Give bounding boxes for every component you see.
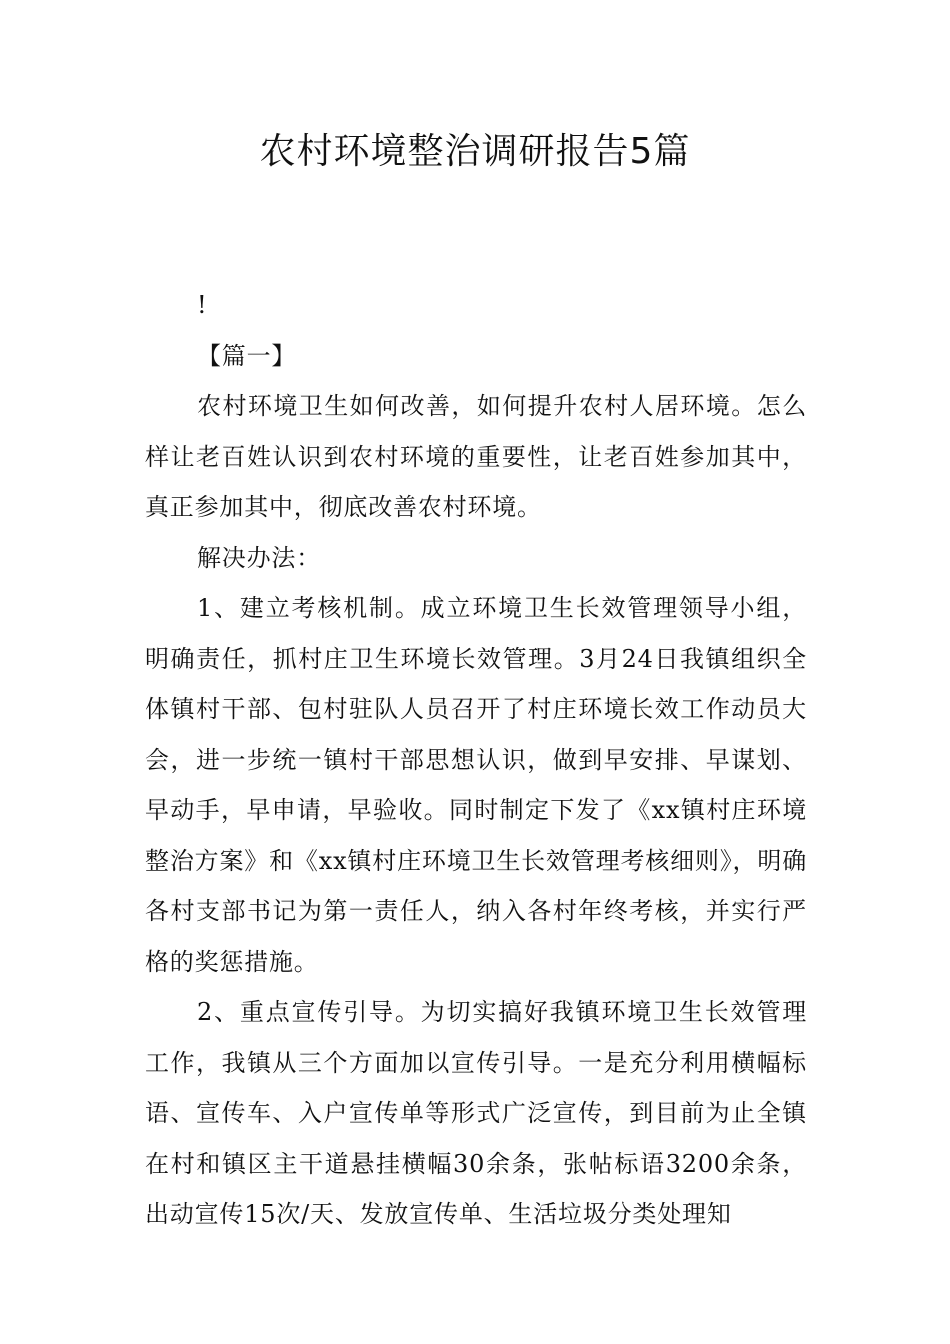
document-title: 农村环境整治调研报告5篇 [259,131,691,172]
paragraph-solutions-heading: 解决办法： [197,543,321,572]
paragraph-item-2: 2、重点宣传引导。为切实搞好我镇环境卫生长效管理工作，我镇从三个方面加以宣传引导。一是充分利用横幅标语、宣传车、入户宣传单等形式广泛宣传，到目前为止全镇在村和镇区主干道悬挂横幅30余条，张帖标语3200余条，出动宣传15次/天、发放宣传单、生活垃圾分类处理知 [145,998,807,1228]
paragraph-item-1: 1、建立考核机制。成立环境卫生长效管理领导小组，明确责任，抓村庄卫生环境长效管理。3月24日我镇组织全体镇村干部、包村驻队人员召开了村庄环境长效工作动员大会，进一步统一镇村干部思想认识，做到早安排、早谋划、早动手，早申请，早验收。同时制定下发了《xx镇村庄环境整治方案》和《xx镇村庄环境卫生长效管理考核细则》，明确各村支部书记为第一责任人，纳入各村年终考核，并实行严格的奖惩措施。 [145,594,807,976]
section-heading: 【篇一】 [197,341,297,370]
paragraph-intro: 农村环境卫生如何改善，如何提升农村人居环境。怎么样让老百姓认识到农村环境的重要性，让老百姓参加其中，真正参加其中，彻底改善农村环境。 [145,392,807,521]
document-body [145,280,807,1240]
paragraph-exclamation: ! [197,291,208,319]
